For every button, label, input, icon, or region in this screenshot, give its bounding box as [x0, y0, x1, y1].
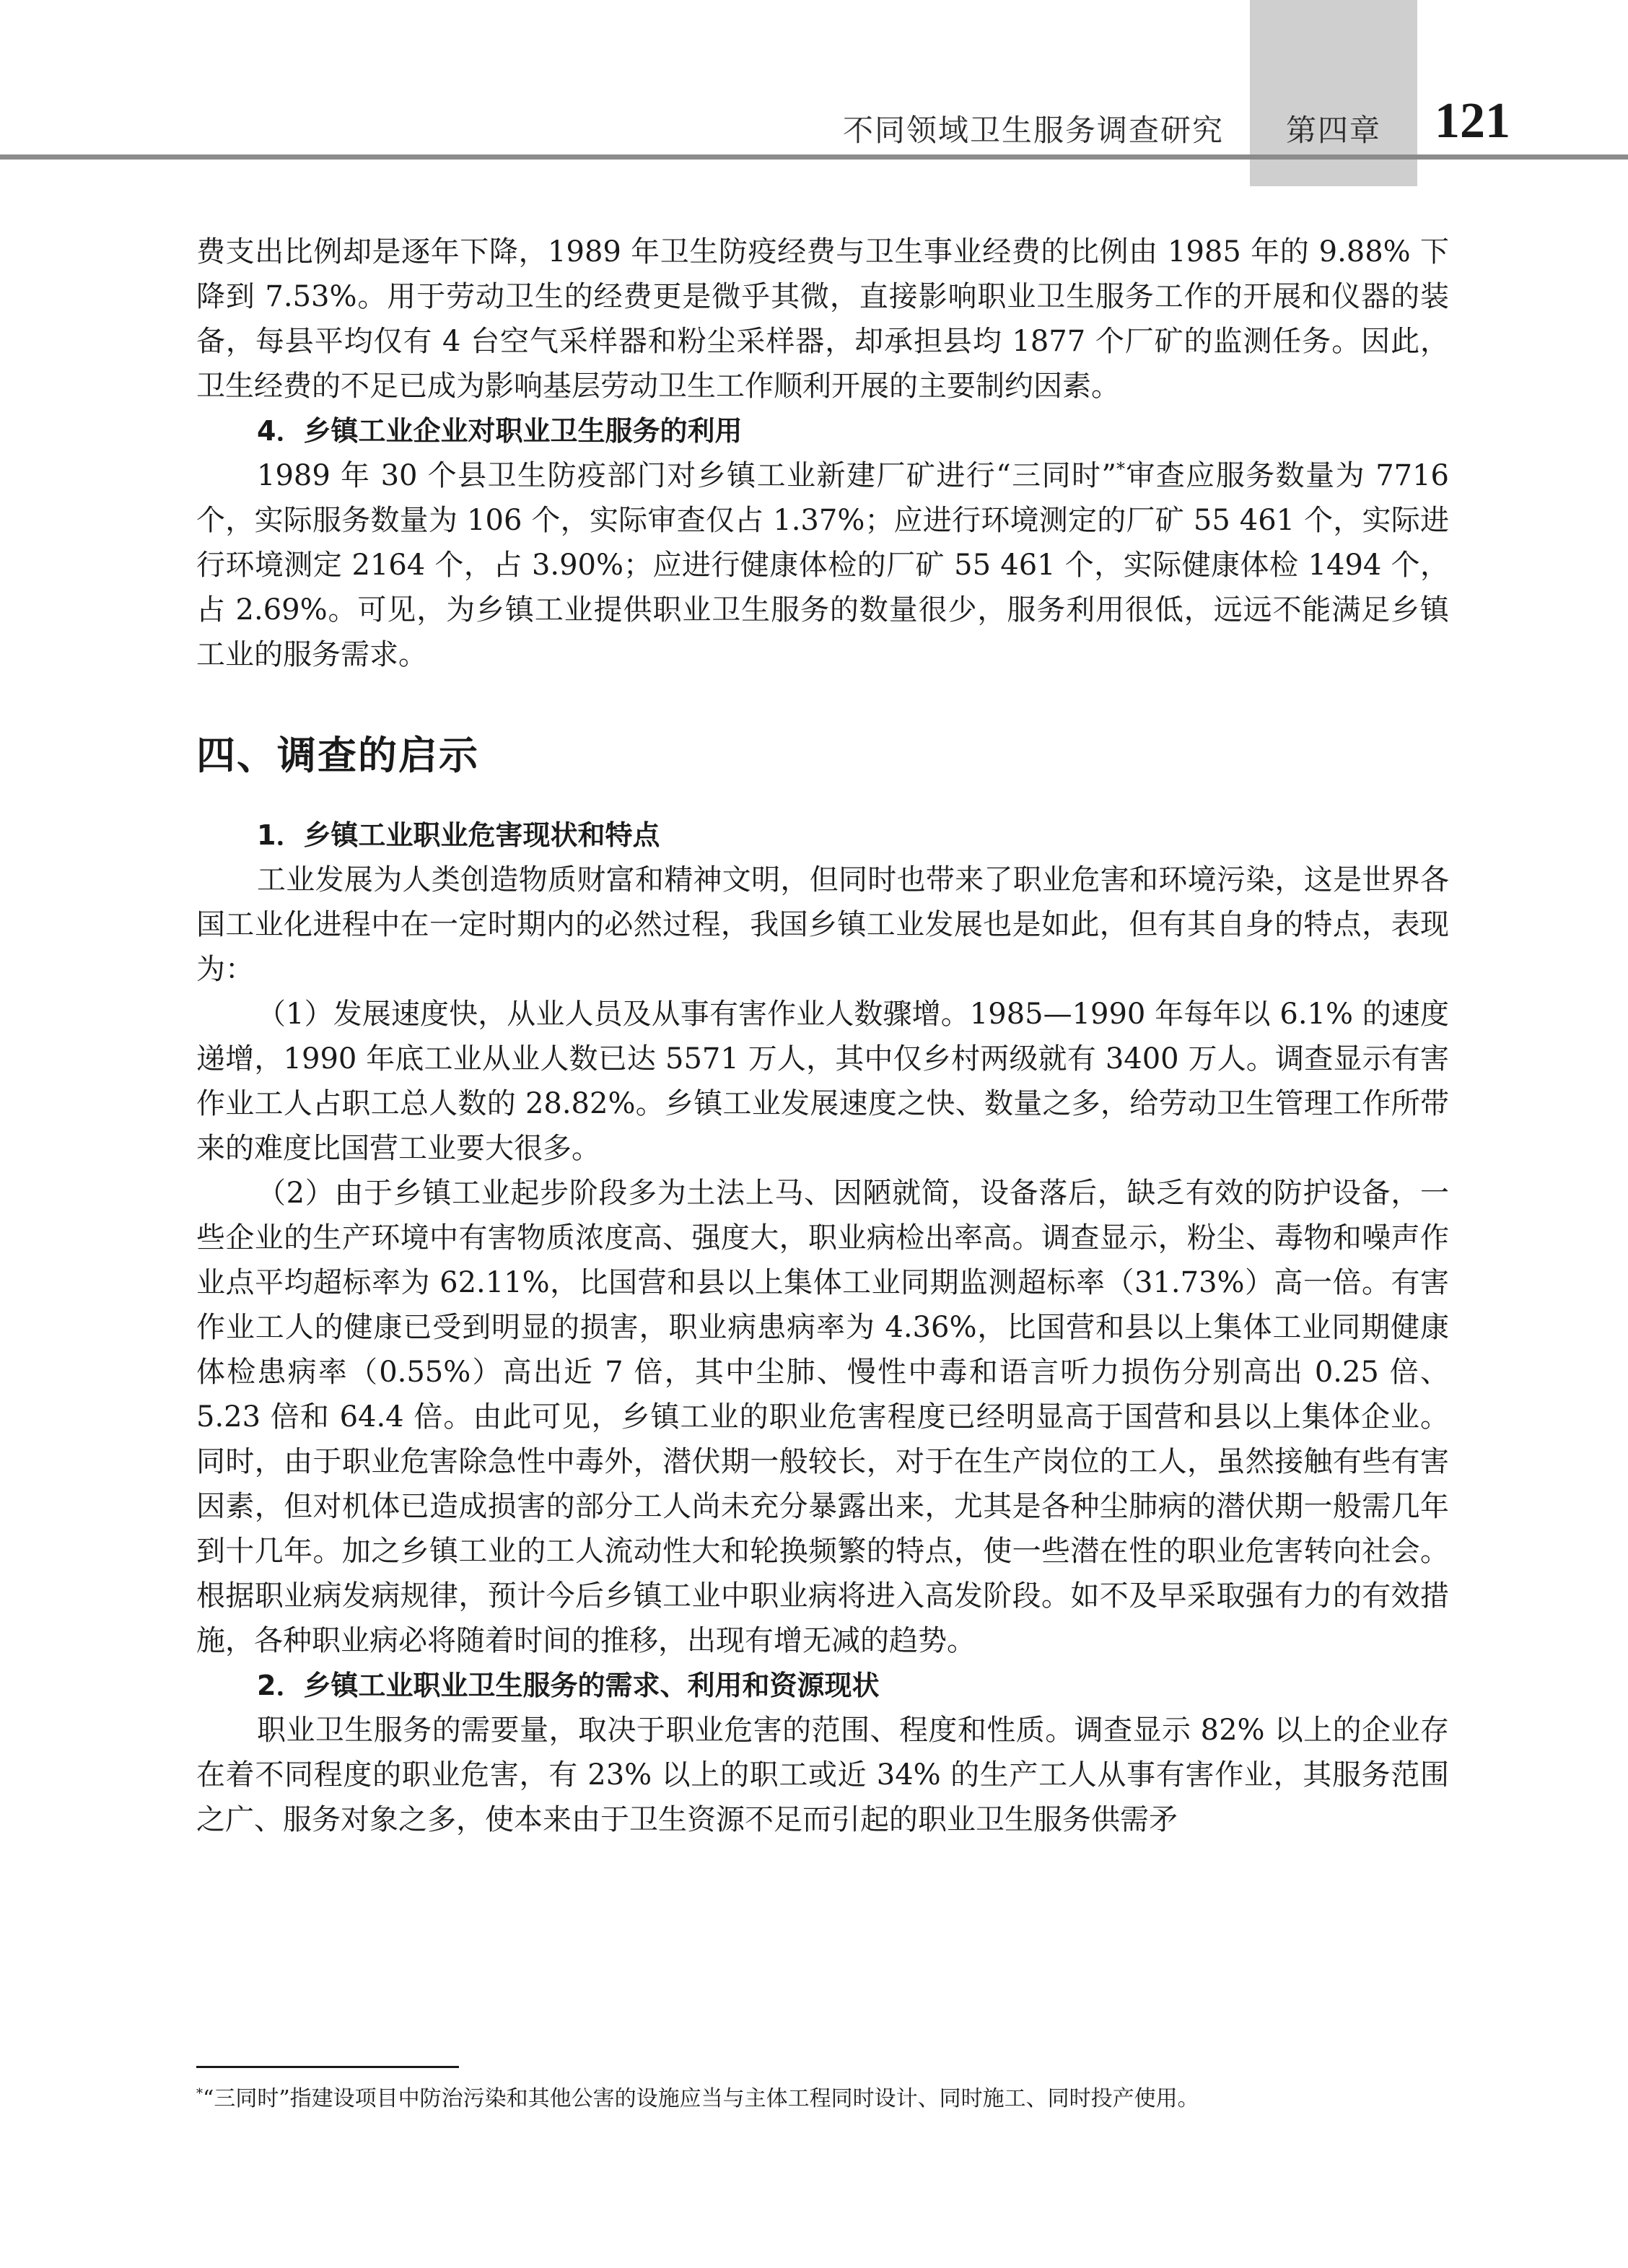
paragraph-point-2: （2）由于乡镇工业起步阶段多为土法上马、因陋就简，设备落后，缺乏有效的防护设备，一些企业的生产环境中有害物质浓度高、强度大，职业病检出率高。调查显示，粉尘、毒物和噪声作业点平均超标率为 62.11%，比国营和县以上集体工业同期监测超标率（31.73%）高一倍。有害作业工人的健康已受到明显的损害，职业病患病率为 4.36%，比国营和县以上集体工业同期健康体检患病率（0.55%）高出近 7 倍，其中尘肺、慢性中毒和语言听力损伤分别高出 0.25 倍、5.23 倍和 64.4 倍。由此可见，乡镇工业的职业危害程度已经明显高于国营和县以上集体企业。同时，由于职业危害除急性中毒外，潜伏期一般较长，对于在生产岗位的工人，虽然接触有些有害因素，但对机体已造成损害的部分工人尚未充分暴露出来，尤其是各种尘肺病的潜伏期一般需几年到十几年。加之乡镇工业的工人流动性大和轮换频繁的特点，使一些潜在性的职业危害转向社会。根据职业病发病规律，预计今后乡镇工业中职业病将进入高发阶段。如不及早采取强有力的有效措施，各种职业病必将随着时间的推移，出现有增无减的趋势。 — [196, 1177, 1449, 1657]
running-header — [0, 0, 1628, 188]
paragraph-intro: 工业发展为人类创造物质财富和精神文明，但同时也带来了职业危害和环境污染，这是世界各国工业化进程中在一定时期内的必然过程，我国乡镇工业发展也是如此，但有其自身的特点，表现为： — [196, 863, 1449, 986]
paragraph-point-1: （1）发展速度快，从业人员及从事有害作业人数骤增。1985—1990 年每年以 6.1% 的速度递增，1990 年底工业从业人数已达 5571 万人，其中仅乡村两级就有 3400 万人。调查显示有害作业工人占职工总人数的 28.82%。乡镇工业发展速度之快、数量之多，给劳动卫生管理工作所带来的难度比国营工业要大很多。 — [196, 998, 1449, 1165]
paragraph-continued: 费支出比例却是逐年下降，1989 年卫生防疫经费与卫生事业经费的比例由 1985 年的 9.88% 下降到 7.53%。用于劳动卫生的经费更是微乎其微，直接影响职业卫生服务工作的开展和仪器的装备，每县平均仅有 4 台空气采样器和粉尘采样器，却承担县均 1877 个厂矿的监测任务。因此，卫生经费的不足已成为影响基层劳动卫生工作顺利开展的主要制约因素。 — [196, 235, 1449, 403]
page-body — [196, 230, 1449, 1842]
page-number: 121 — [1435, 93, 1510, 149]
footnote-text: “三同时”指建设项目中防治污染和其他公害的设施应当与主体工程同时设计、同时施工、同时投产使用。 — [203, 2086, 1199, 2111]
subheading-1: 1．乡镇工业职业危害现状和特点 — [257, 819, 660, 851]
footnote-rule — [196, 2066, 459, 2068]
book-title: 不同领域卫生服务调查研究 — [842, 113, 1224, 148]
subheading-2: 2．乡镇工业职业卫生服务的需求、利用和资源现状 — [257, 1670, 880, 1701]
section-heading: 四、调查的启示 — [196, 733, 479, 778]
footnote-reference: * — [1116, 458, 1125, 479]
chapter-label: 第四章 — [1285, 113, 1381, 148]
subheading-4: 4．乡镇工业企业对职业卫生服务的利用 — [257, 415, 743, 447]
paragraph-utilization-part1: 1989 年 30 个县卫生防疫部门对乡镇工业新建厂矿进行“三同时” — [257, 459, 1116, 492]
paragraph-demand: 职业卫生服务的需要量，取决于职业危害的范围、程度和性质。调查显示 82% 以上的企业存在着不同程度的职业危害，有 23% 以上的职工或近 34% 的生产工人从事有害作业，其服务范围之广、服务对象之多，使本来由于卫生资源不足而引起的职业卫生服务供需矛 — [196, 1714, 1449, 1836]
footnote — [196, 2083, 1449, 2115]
footnote-mark: * — [196, 2086, 203, 2101]
paragraph-utilization-part2: 审查应服务数量为 7716 个，实际服务数量为 106 个，实际审查仅占 1.37%；应进行环境测定的厂矿 55 461 个，实际进行环境测定 2164 个，占 3.90%；应进行健康体检的厂矿 55 461 个，实际健康体检 1494 个，占 2.69%。可见，为乡镇工业提供职业卫生服务的数量很少，服务利用很低，远远不能满足乡镇工业的服务需求。 — [196, 459, 1449, 671]
header-rule — [0, 154, 1628, 160]
paragraph-utilization — [196, 453, 1449, 677]
